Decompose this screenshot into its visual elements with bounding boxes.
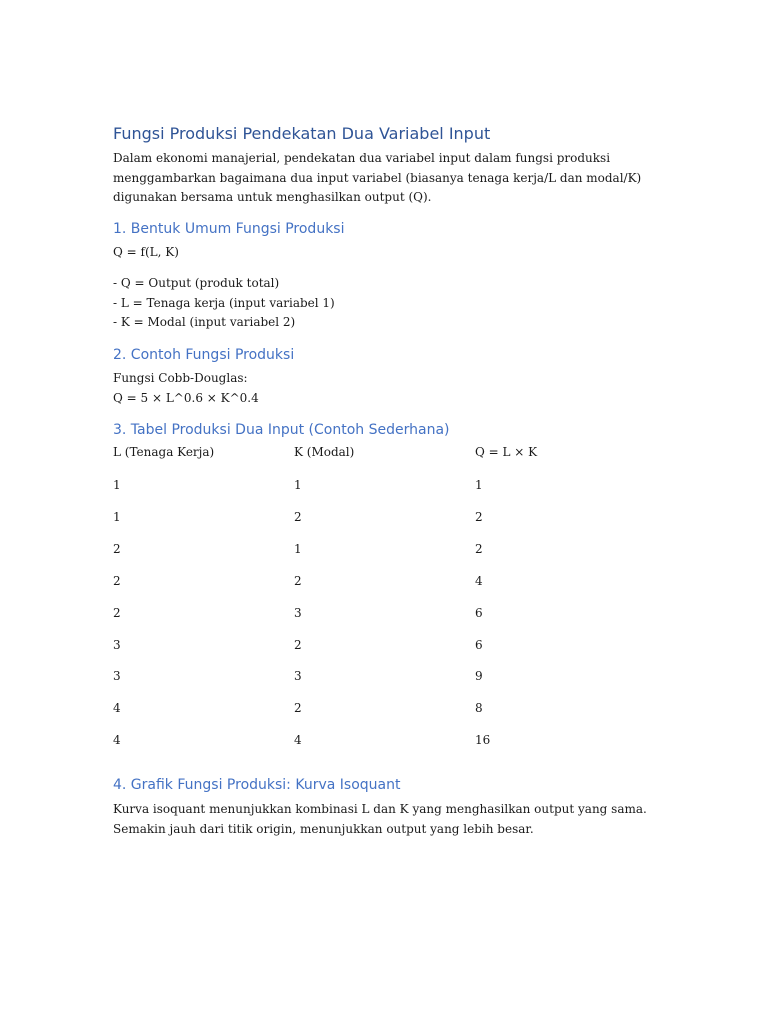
- document-title: Fungsi Produksi Pendekatan Dua Variabel Input: [113, 124, 491, 143]
- table-header-cell: K (Modal): [294, 445, 355, 459]
- table-cell: 2: [294, 574, 302, 588]
- table-cell: 2: [113, 606, 121, 620]
- table-header-cell: L (Tenaga Kerja): [113, 445, 215, 459]
- table-row: [113, 666, 673, 686]
- intro-paragraph: [113, 149, 641, 208]
- table-cell: 2: [294, 701, 302, 715]
- table-row: [113, 571, 673, 591]
- table-cell: 3: [113, 669, 121, 683]
- table-cell: 2: [113, 542, 121, 556]
- table-cell: 1: [113, 510, 121, 524]
- intro-line: menggambarkan bagaimana dua input variabel (biasanya tenaga kerja/L dan modal/K): [113, 170, 642, 185]
- table-cell: 4: [475, 574, 483, 588]
- cobb-douglas-example: [113, 369, 259, 408]
- table-cell: 2: [294, 638, 302, 652]
- table-cell: 4: [294, 733, 302, 747]
- table-header-cell: Q = L × K: [475, 445, 538, 459]
- example-line: Fungsi Cobb-Douglas:: [113, 371, 248, 385]
- table-cell: 16: [475, 733, 491, 747]
- definition-line: - Q = Output (produk total): [113, 276, 280, 290]
- table-row: [113, 635, 673, 655]
- table-cell: 3: [113, 638, 121, 652]
- section-3-heading: 3. Tabel Produksi Dua Input (Contoh Sederhana): [113, 422, 450, 438]
- table-row: [113, 730, 673, 750]
- general-formula: Q = f(L, K): [113, 245, 179, 259]
- intro-line: digunakan bersama untuk menghasilkan output (Q).: [113, 190, 432, 204]
- definition-line: - K = Modal (input variabel 2): [113, 315, 296, 329]
- table-row: [113, 603, 673, 623]
- table-cell: 6: [475, 638, 483, 652]
- definition-line: - L = Tenaga kerja (input variabel 1): [113, 295, 335, 310]
- table-cell: 1: [294, 542, 302, 556]
- section-2-heading: 2. Contoh Fungsi Produksi: [113, 347, 295, 363]
- table-cell: 3: [294, 669, 302, 683]
- table-cell: 8: [475, 701, 483, 715]
- table-cell: 4: [113, 733, 121, 747]
- section-4-heading: 4. Grafik Fungsi Produksi: Kurva Isoquant: [113, 777, 401, 793]
- example-formula: Q = 5 × L^0.6 × K^0.4: [113, 390, 259, 405]
- table-row: [113, 539, 673, 559]
- table-cell: 4: [113, 701, 121, 715]
- table-row: [113, 507, 673, 527]
- section-1-heading: 1. Bentuk Umum Fungsi Produksi: [113, 221, 345, 237]
- table-cell: 2: [475, 542, 483, 556]
- table-row: [113, 475, 673, 495]
- isoquant-line: Semakin jauh dari titik origin, menunjukkan output yang lebih besar.: [113, 821, 534, 836]
- table-row: [113, 698, 673, 718]
- table-cell: 2: [294, 510, 302, 524]
- table-cell: 1: [113, 478, 121, 492]
- table-cell: 3: [294, 606, 302, 620]
- table-header-row: [113, 442, 673, 462]
- table-cell: 6: [475, 606, 483, 620]
- table-cell: 1: [294, 478, 302, 492]
- isoquant-line: Kurva isoquant menunjukkan kombinasi L dan K yang menghasilkan output yang sama.: [113, 802, 647, 816]
- table-cell: 1: [475, 478, 483, 492]
- table-cell: 2: [113, 574, 121, 588]
- intro-line: Dalam ekonomi manajerial, pendekatan dua variabel input dalam fungsi produksi: [113, 151, 611, 165]
- isoquant-paragraph: [113, 800, 647, 839]
- table-cell: 2: [475, 510, 483, 524]
- variable-definitions: [113, 274, 335, 333]
- table-cell: 9: [475, 669, 483, 683]
